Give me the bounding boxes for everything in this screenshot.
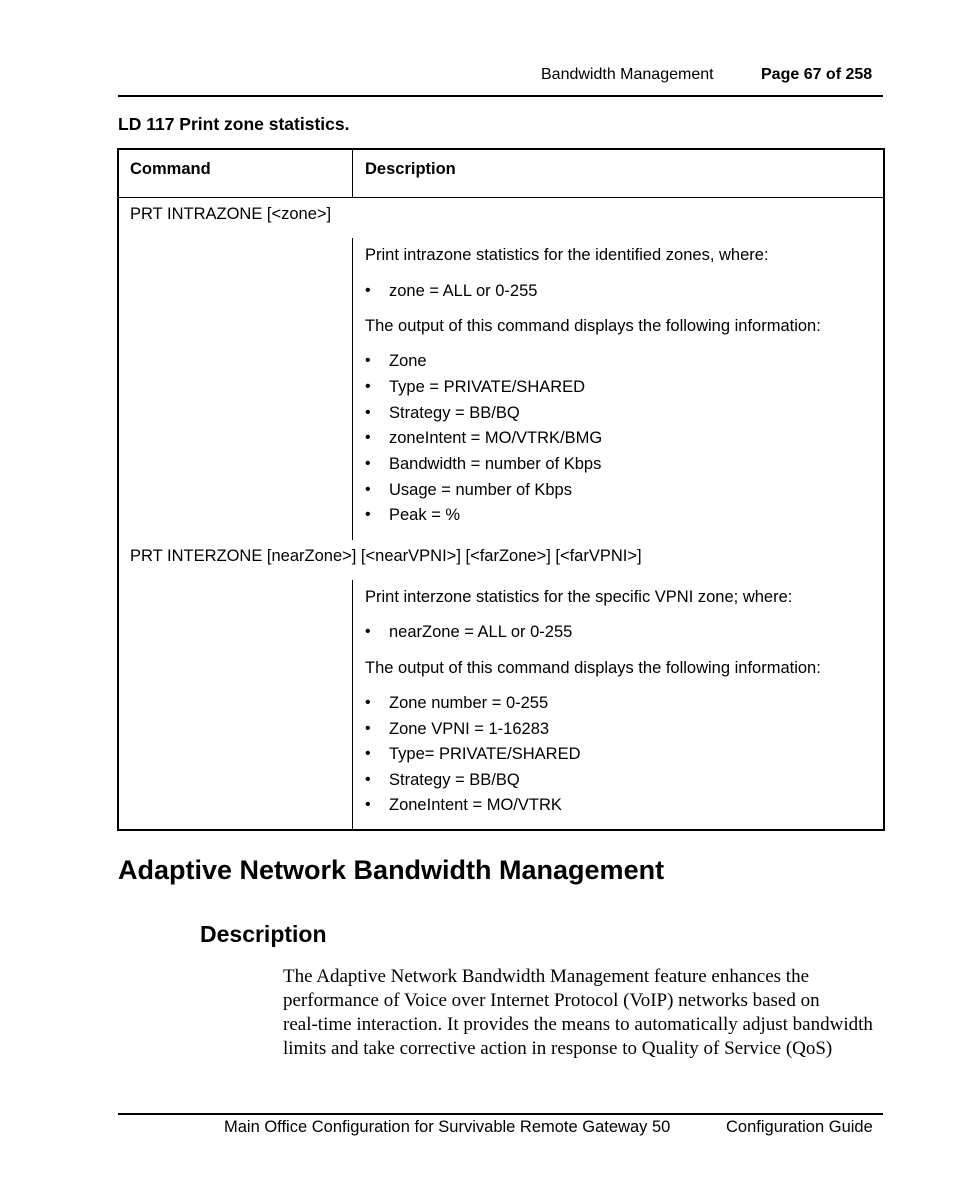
output-item: zoneIntent = MO/VTRK/BMG [389,429,603,447]
output-item: Bandwidth = number of Kbps [389,455,602,473]
output-item: Strategy = BB/BQ [389,771,520,789]
column-divider [352,238,353,540]
bullet-icon: • [365,481,371,498]
column-divider [352,149,353,198]
bullet-icon: • [365,771,371,788]
bullet-icon: • [365,429,371,446]
bullet-icon: • [365,455,371,472]
body-line: performance of Voice over Internet Protocol (VoIP) networks based on [283,990,820,1011]
bullet-icon: • [365,796,371,813]
body-paragraph [283,965,883,1061]
output-intro: The output of this command displays the following information: [365,659,821,677]
section-heading: Adaptive Network Bandwidth Management [118,855,665,885]
command-prt-intrazone: PRT INTRAZONE [<zone>] [130,205,332,223]
subsection-heading: Description [200,921,327,947]
output-item: Type= PRIVATE/SHARED [389,745,581,763]
column-header-command: Command [130,160,211,178]
output-item: Peak = % [389,506,461,524]
table-border-bottom [118,829,885,831]
footer-rule [118,1113,883,1115]
table-border-right [883,148,885,831]
output-item: Usage = number of Kbps [389,481,572,499]
bullet-icon: • [365,623,371,640]
page-number: Page 67 of 258 [761,66,873,83]
column-header-description: Description [365,160,456,178]
description-intro: Print intrazone statistics for the identified zones, where: [365,246,769,264]
body-line: The Adaptive Network Bandwidth Management feature enhances the [283,966,810,987]
bullet-icon: • [365,404,371,421]
header-rule [118,95,883,97]
description-intro: Print interzone statistics for the specific VPNI zone; where: [365,588,793,606]
output-item: Strategy = BB/BQ [389,404,520,422]
param-item: nearZone = ALL or 0-255 [389,623,573,641]
bullet-icon: • [365,506,371,523]
column-divider [352,580,353,830]
table-caption: LD 117 Print zone statistics. [118,114,350,134]
bullet-icon: • [365,378,371,395]
bullet-icon: • [365,352,371,369]
bullet-icon: • [365,745,371,762]
table-border-left [117,148,119,831]
table-border-top [118,148,885,150]
output-item: Zone VPNI = 1-16283 [389,720,550,738]
footer-guide-label: Configuration Guide [726,1118,873,1136]
output-item: Type = PRIVATE/SHARED [389,378,586,396]
body-line: real-time interaction. It provides the means to automatically adjust bandwidth [283,1014,873,1035]
command-prt-interzone: PRT INTERZONE [nearZone>] [<nearVPNI>] [<farZone>] [<farVPNI>] [130,547,642,565]
output-item: Zone number = 0-255 [389,694,549,712]
body-line: limits and take corrective action in response to Quality of Service (QoS) [283,1038,833,1059]
param-item: zone = ALL or 0-255 [389,282,538,300]
bullet-icon: • [365,282,371,299]
table-header-rule [118,197,885,198]
output-item: ZoneIntent = MO/VTRK [389,796,562,814]
output-intro: The output of this command displays the following information: [365,317,821,335]
bullet-icon: • [365,694,371,711]
output-item: Zone [389,352,427,370]
bullet-icon: • [365,720,371,737]
running-header-section: Bandwidth Management [541,66,714,83]
footer-document-title: Main Office Configuration for Survivable Remote Gateway 50 [224,1118,671,1136]
